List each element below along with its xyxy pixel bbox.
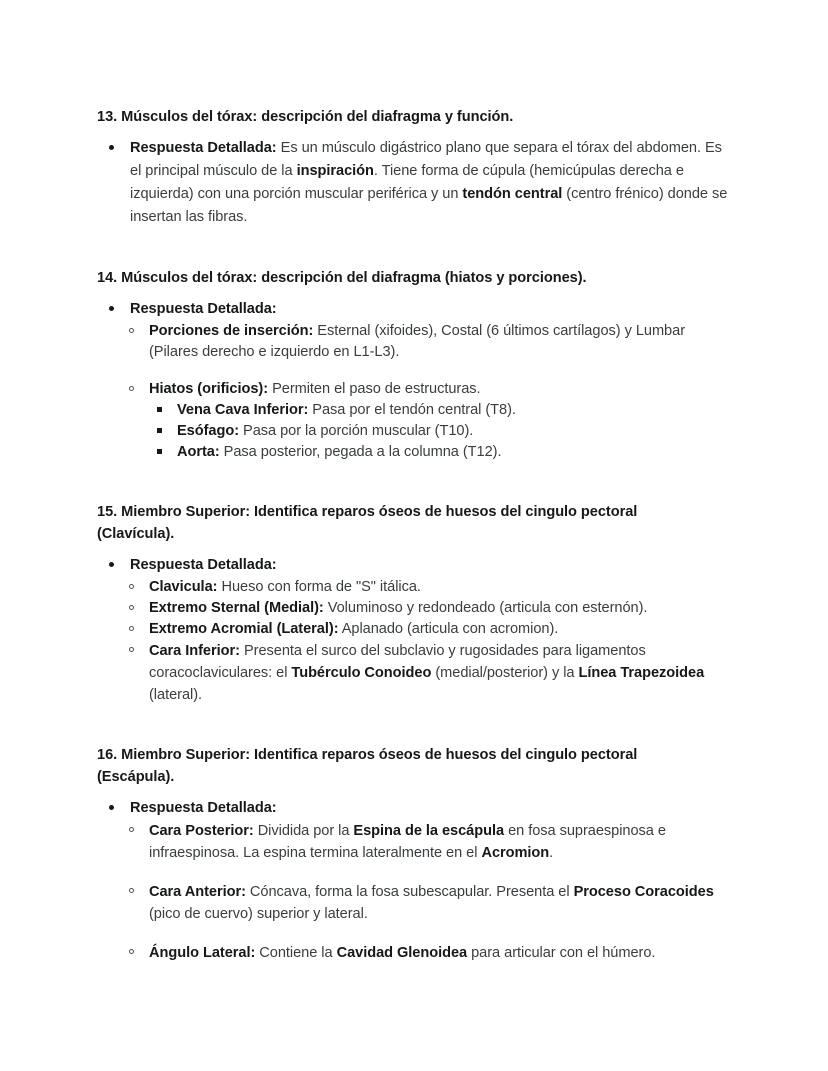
list-item-body-1: Presenta el surco del subclavio y rugosidades para ligamentos coracoclaviculares: el [149,643,646,681]
list-item-label: Extremo Acromial (Lateral): [149,621,339,637]
circle-bullet-icon [129,584,134,589]
list-item-text [149,820,735,864]
section-q15 [97,501,735,706]
square-bullet-icon [157,407,162,412]
section-heading: 15. Miembro Superior: Identifica reparos óseos de huesos del cingulo pectoral (Clavícula). [97,504,638,542]
disc-bullet-icon [109,562,114,567]
list-item-label: Cara Posterior: [149,823,254,839]
answer-label-line [130,554,735,577]
bullet-level1-item [97,298,735,321]
list-item-text [149,379,735,400]
list-item-label: Ángulo Lateral: [149,945,256,961]
list-item-text [177,442,735,463]
list-item [123,598,735,619]
list-item-label: Clavicula: [149,579,218,595]
list-item-label: Extremo Sternal (Medial): [149,600,324,616]
section-q14 [97,267,735,463]
list-item [123,379,735,400]
list-item-body-2: para articular con el húmero. [467,945,656,961]
bullet-level1-item [97,797,735,820]
list-item-body: Permiten el paso de estructuras. [268,381,481,397]
circle-bullet-icon [129,888,134,893]
list-item-emphasis-1: Cavidad Glenoidea [336,945,468,961]
list-item [150,442,735,463]
section-heading: 13. Músculos del tórax: descripción del diafragma y función. [97,109,514,125]
answer-paragraph [130,137,735,229]
section-heading: 16. Miembro Superior: Identifica reparos óseos de huesos del cingulo pectoral (Escápula). [97,747,638,785]
list-item-body-1: Cóncava, forma la fosa subescapular. Presenta el [245,884,574,900]
list-item-body: Pasa posterior, pegada a la columna (T12). [219,444,502,460]
list-item-emphasis-1: Espina de la escápula [353,823,505,839]
list-item-text [177,421,735,442]
list-item [123,619,735,640]
list-item-label: Esófago: [177,423,240,439]
list-item-body-2: (medial/posterior) y la [431,665,579,681]
list-item [123,321,735,363]
list-item-text [149,598,735,619]
section-q16 [97,744,735,964]
list-item-text [149,321,735,363]
list-item [123,881,735,925]
answer-text-1: Es un músculo digástrico plano que separa el tórax del abdomen. Es el principal músculo de la [130,140,722,179]
document-body [97,106,735,964]
circle-bullet-icon [129,626,134,631]
list-item-text [149,942,735,964]
list-item-label: Hiatos (orificios): [149,381,269,397]
square-bullet-icon [157,449,162,454]
answer-text-2: . Tiene forma de cúpula (hemicúpulas derecha e izquierda) con una porción muscular periférica y un [130,163,684,202]
list-item-emphasis-1: Proceso Coracoides [573,884,714,900]
answer-label: Respuesta Detallada: [130,800,277,816]
answer-label: Respuesta Detallada: [130,557,277,573]
list-item [123,577,735,598]
list-item-text [177,400,735,421]
list-item-body-2: (pico de cuervo) superior y lateral. [149,906,368,922]
bullet-level1-item [97,554,735,577]
list-item [123,942,735,964]
bullet-level2-list [123,820,735,964]
bullet-level2-list [123,321,735,463]
circle-bullet-icon [129,827,134,832]
list-item-body: Aplanado (articula con acromion). [338,621,559,637]
circle-bullet-icon [129,949,134,954]
answer-text-3: (centro frénico) donde se insertan las fibras. [130,186,728,225]
list-item-label: Aorta: [177,444,220,460]
list-item-text [149,640,735,706]
list-item-body-1: Dividida por la [253,823,354,839]
list-item-text [149,619,735,640]
list-item-label: Porciones de inserción: [149,323,314,339]
bullet-level3-list [150,400,735,463]
list-item [150,421,735,442]
list-item-label: Vena Cava Inferior: [177,402,309,418]
list-item-text [149,577,735,598]
list-item-body: Pasa por la porción muscular (T10). [239,423,474,439]
list-item-label: Cara Anterior: [149,884,246,900]
disc-bullet-icon [109,805,114,810]
list-item-body-2: en fosa supraespinosa e infraespinosa. La espina termina lateralmente en el [149,823,666,861]
answer-label-line [130,797,735,820]
disc-bullet-icon [109,145,114,150]
disc-bullet-icon [109,306,114,311]
list-item-emphasis-2: Línea Trapezoidea [578,665,705,681]
answer-emphasis-2: tendón central [462,186,563,202]
list-item [150,400,735,421]
circle-bullet-icon [129,328,134,333]
list-item-label: Cara Inferior: [149,643,240,659]
square-bullet-icon [157,428,162,433]
list-item-emphasis-1: Tubérculo Conoideo [291,665,432,681]
list-item-body: Esternal (xifoides), Costal (6 últimos cartílagos) y Lumbar (Pilares derecho e izquierdo en L1-L3). [149,323,686,360]
list-item-emphasis-2: Acromion [481,845,550,861]
answer-label: Respuesta Detallada: [130,140,277,156]
list-item-body-3: (lateral). [149,687,203,703]
answer-label: Respuesta Detallada: [130,301,277,317]
list-item-text [149,881,735,925]
list-item-body-1: Contiene la [255,945,337,961]
answer-label-line [130,298,735,321]
list-item-body: Pasa por el tendón central (T8). [308,402,516,418]
section-heading: 14. Músculos del tórax: descripción del diafragma (hiatos y porciones). [97,270,587,286]
section-q13 [97,106,735,229]
circle-bullet-icon [129,647,134,652]
circle-bullet-icon [129,605,134,610]
answer-emphasis-1: inspiración [296,163,374,179]
list-item-body: Voluminoso y redondeado (articula con esternón). [323,600,648,616]
bullet-level1-item [97,137,735,229]
list-item [123,640,735,706]
list-item [123,820,735,864]
list-item-body-3: . [549,845,554,861]
bullet-level2-list [123,577,735,706]
circle-bullet-icon [129,386,134,391]
list-item-body: Hueso con forma de "S" itálica. [217,579,421,595]
